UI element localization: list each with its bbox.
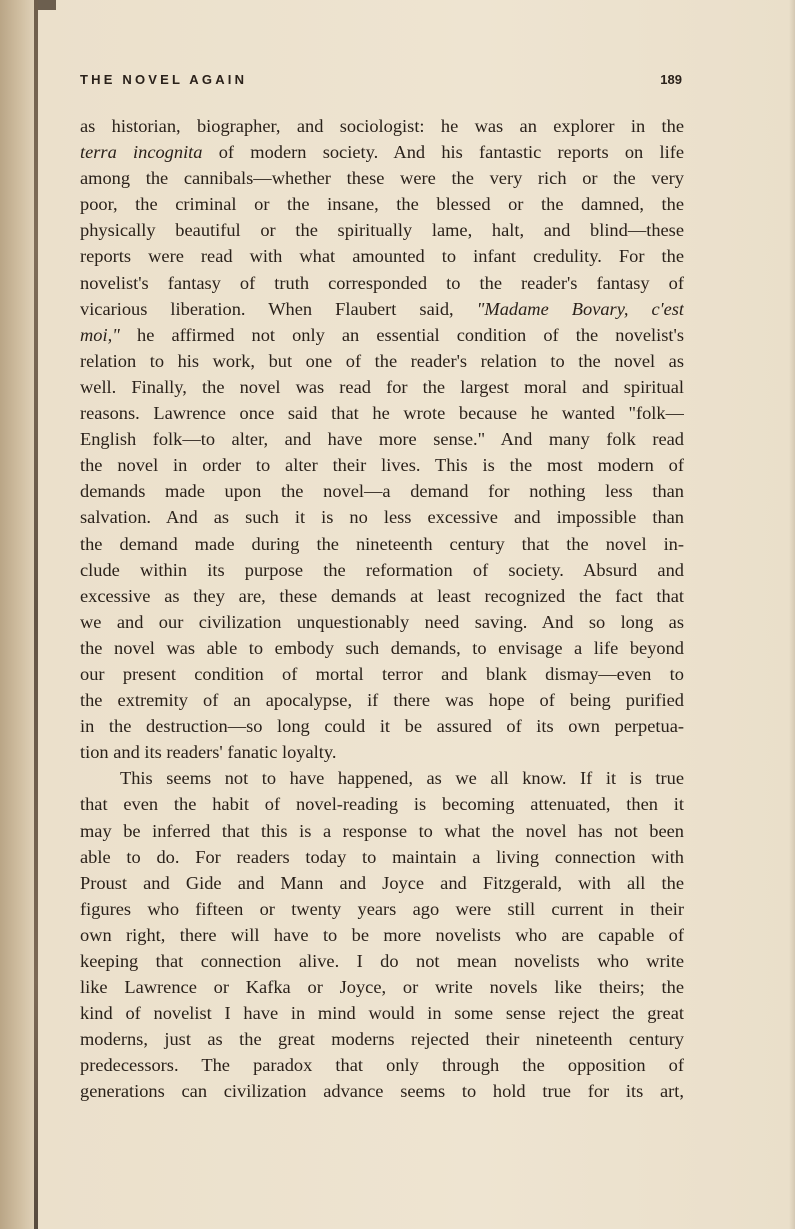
- text-line: keeping that connection alive. I do not mean novelists who write: [80, 951, 684, 971]
- gutter-edge: [34, 0, 38, 1229]
- italic-phrase: moi,": [80, 324, 120, 345]
- text-line: This seems not to have happened, as we all know. If it is true: [120, 768, 684, 789]
- text-line: we and our civilization unquestionably need saving. And so long as: [80, 611, 684, 632]
- text-line: [80, 139, 684, 165]
- text-line: [80, 322, 684, 348]
- page-number: 189: [660, 72, 682, 87]
- text-line: the extremity of an apocalypse, if there was hope of being purified: [80, 690, 684, 711]
- text-line: our present condition of mortal terror and blank dismay—even to: [80, 663, 684, 684]
- text-line: among the cannibals—whether these were the very rich or the very: [80, 168, 684, 189]
- running-head: THE NOVEL AGAIN: [80, 72, 248, 87]
- text-line: moderns, just as the great moderns rejected their nineteenth century: [80, 1029, 684, 1050]
- text-line: that even the habit of novel-reading is becoming attenuated, then it: [80, 794, 684, 815]
- text-span: of modern society. And his fantastic reports on life: [202, 142, 684, 163]
- text-line: in the destruction—so long could it be assured of its own perpetua-: [80, 716, 684, 737]
- text-line: clude within its purpose the reformation of society. Absurd and: [80, 559, 684, 580]
- text-line: salvation. And as such it is no less excessive and impossible than: [80, 507, 684, 528]
- italic-phrase: "Madame Bovary, c'est: [476, 298, 684, 319]
- italic-phrase: terra incognita: [80, 142, 203, 163]
- text-line: like Lawrence or Kafka or Joyce, or write novels like theirs; the: [80, 977, 684, 998]
- text-line: may be inferred that this is a response to what the novel has not been: [80, 820, 684, 841]
- page-header: [80, 72, 684, 92]
- text-line: kind of novelist I have in mind would in some sense reject the great: [80, 1003, 684, 1024]
- text-line: the novel in order to alter their lives. This is the most modern of: [80, 455, 684, 476]
- text-line: reports were read with what amounted to infant credulity. For the: [80, 246, 684, 267]
- text-line: excessive as they are, these demands at least recognized the fact that: [80, 585, 684, 606]
- text-line: demands made upon the novel—a demand for nothing less than: [80, 481, 684, 502]
- text-span: vicarious liberation. When Flaubert said,: [80, 298, 477, 319]
- text-line: as historian, biographer, and sociologist: he was an explorer in the: [80, 116, 684, 136]
- text-line: physically beautiful or the spiritually lame, halt, and blind—these: [80, 220, 684, 241]
- gutter-mark: [38, 0, 56, 10]
- text-line: own right, there will have to be more novelists who are capable of: [80, 924, 684, 945]
- text-line: relation to his work, but one of the reader's relation to the novel as: [80, 350, 684, 371]
- text-line: tion and its readers' fanatic loyalty.: [80, 742, 337, 763]
- text-line: generations can civilization advance seems to hold true for its art,: [80, 1081, 684, 1102]
- text-span: he affirmed not only an essential condition of the novelist's: [119, 324, 684, 345]
- text-line: [80, 296, 684, 322]
- text-line: the demand made during the nineteenth century that the novel in-: [80, 533, 684, 554]
- text-line: novelist's fantasy of truth corresponded to the reader's fantasy of: [80, 272, 684, 293]
- text-line: poor, the criminal or the insane, the blessed or the damned, the: [80, 194, 684, 215]
- text-line: the novel was able to embody such demands, to envisage a life beyond: [80, 637, 684, 658]
- text-line: reasons. Lawrence once said that he wrote because he wanted "folk—: [80, 403, 684, 424]
- text-line: predecessors. The paradox that only through the opposition of: [80, 1055, 684, 1076]
- paragraph-1: [80, 113, 684, 765]
- page-edge-shadow: [789, 0, 795, 1229]
- text-line: able to do. For readers today to maintain a living connection with: [80, 846, 684, 867]
- book-gutter: [0, 0, 38, 1229]
- paragraph-2: [80, 765, 684, 1104]
- text-line: English folk—to alter, and have more sense." And many folk read: [80, 429, 684, 450]
- text-line: well. Finally, the novel was read for the largest moral and spiritual: [80, 376, 684, 397]
- text-line: Proust and Gide and Mann and Joyce and Fitzgerald, with all the: [80, 872, 684, 893]
- body-text: [80, 113, 684, 1105]
- text-line: figures who fifteen or twenty years ago were still current in their: [80, 898, 684, 919]
